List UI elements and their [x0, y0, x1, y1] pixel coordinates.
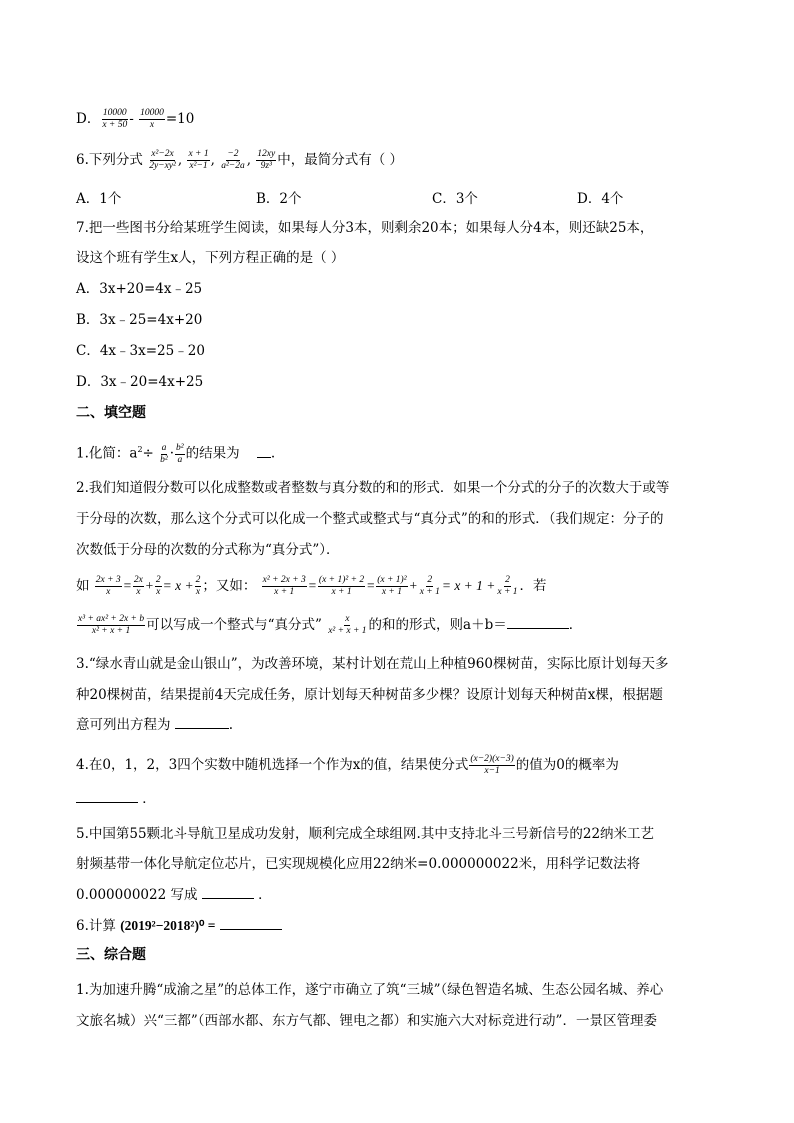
- fraction: $\frac{a}{\text{b²}}$: [160, 442, 168, 465]
- fill2-line-3: 次数低于分母的次数的分式称为“真分式”）．: [76, 542, 340, 558]
- question-6: 6.下列分式 $\frac{\text{x²−2x}}{\text{2y−xy²}}$ , $\frac{x + 1}{\text{x²−1}}$ , $\frac{-2}{\text{a²−2a}}$ , $\frac{12xy}{\text{9z³}}$ 中，最简分式有（ ）: [76, 149, 404, 171]
- fill3-line-3: 意可列出方程为 .: [76, 717, 234, 733]
- fraction: $\frac{10000}{x}$: [140, 108, 164, 130]
- answer-blank[interactable]: [257, 445, 271, 458]
- q6-option-a: A．1个: [76, 191, 122, 207]
- fraction: $\frac{\text{b²}}{a}$: [176, 442, 184, 465]
- q6-option-c: C．3个: [432, 191, 478, 207]
- fill5-line-1: 5.中国第55颗北斗导航卫星成功发射，顺利完成全球组网.其中支持北斗三号新信号的22纳米工艺: [76, 826, 655, 842]
- fill2-example-line: 如 $\frac{2x + 3}{x}$ = $\frac{2x}{x}$ + $\frac{2}{x}$ = x + $\frac{2}{x}$ ；又如： $\frac{\text{x² + 2x + 3}}{x + 1}$ = $\frac{\text{(x + 1)² + 2}}{x + 1}$ = $\frac{\text{(x + 1)²}}{x + 1}$ + $\frac{2}{x + 1}$ = x + 1 + $\frac{2}{x + 1}$ ．若: [76, 575, 547, 597]
- fill-question-1: 1.化简：$a^2\div$ $\frac{a}{\text{b²}}$ · $\frac{\text{b²}}{a}$ 的结果为 .: [76, 442, 276, 465]
- q7-line-2: 设这个班有学生x人，下列方程正确的是（ ）: [76, 250, 345, 266]
- q7-line-1: 7.把一些图书分给某班学生阅读，如果每人分3本，则剩余20本；如果每人分4本，则还缺25本，: [76, 220, 654, 236]
- q7-option-c: C．4x﹣3x=25﹣20: [76, 343, 205, 359]
- q7-option-b: B．3x﹣25=4x+20: [76, 312, 203, 328]
- fraction: $\frac{\text{(x + 1)² + 2}}{x + 1}$: [318, 575, 365, 597]
- fraction: $\frac{2}{x + 1}$: [497, 575, 518, 597]
- fraction: $\frac{x}{\text{x² + x + 1}}$: [328, 614, 367, 636]
- fraction: $\frac{\text{x² + 2x + 3}}{x + 1}$: [262, 575, 306, 597]
- fraction: $\frac{\text{x²−2x}}{\text{2y−xy²}}$: [149, 149, 176, 171]
- answer-blank[interactable]: [202, 886, 254, 899]
- fraction: $\frac{2}{x}$: [155, 575, 161, 597]
- answer-blank[interactable]: [175, 716, 229, 729]
- fraction: $\frac{-2}{\text{a²−2a}}$: [221, 149, 245, 171]
- comp1-line-2: 文旅名城）兴“三都”（西部水都、东方气都、锂电之都）和实施六大对标竞进行动”．一景区管理委: [76, 1013, 657, 1029]
- fraction: $\frac{2x}{x}$: [133, 575, 143, 597]
- q6-option-b: B．2个: [256, 191, 302, 207]
- fill4-answer-line: ．: [76, 790, 156, 808]
- fraction: $\frac{10000}{x + 50}$: [102, 108, 128, 130]
- answer-blank[interactable]: [507, 616, 569, 629]
- fraction: $\frac{\text{x³ + ax² + 2x + b}}{\text{x² + x + 1}}$: [78, 614, 145, 636]
- answer-blank[interactable]: [220, 917, 282, 930]
- fill2-line-1: 2.我们知道假分数可以化成整数或者整数与真分数的和的形式．如果一个分式的分子的次数大于或等: [76, 480, 670, 496]
- fraction: $\frac{\text{(x + 1)²}}{x + 1}$: [377, 575, 407, 597]
- fraction: $\frac{2x + 3}{x}$: [95, 575, 121, 597]
- fill3-line-2: 种20棵树苗，结果提前4天完成任务，原计划每天种树苗多少棵？设原计划每天种树苗x棵，根据题: [76, 687, 663, 703]
- fill5-line-3: 0.000000022 写成 ．: [76, 887, 272, 903]
- q6-option-d: D．4个: [577, 191, 624, 207]
- section-heading-comprehensive: 三、综合题: [76, 947, 146, 963]
- fill3-line-1: 3.“绿水青山就是金山银山”，为改善环境，某村计划在荒山上种植960棵树苗，实际比原计划每天多: [76, 656, 669, 672]
- q5-option-d: D． $\frac{10000}{x + 50}$ - $\frac{10000}{x}$ =10: [76, 108, 195, 130]
- fraction: $\frac{12xy}{\text{9z³}}$: [257, 149, 276, 171]
- fraction: $\frac{2}{x}$: [195, 575, 201, 597]
- fill-question-6: 6.计算 (2019²−2018²)⁰ =: [76, 917, 282, 935]
- fill2-question-line: $\frac{\text{x³ + ax² + 2x + b}}{\text{x² + x + 1}}$ 可以写成一个整式与“真分式” $\frac{x}{\text{x² + x + 1}}$ 的和的形式，则a＋b＝ ．: [78, 614, 583, 636]
- fraction: $\frac{(x-2)(x-3)}{x-1}$: [470, 754, 514, 776]
- comp1-line-1: 1.为加速升腾“成渝之星”的总体工作，遂宁市确立了筑“三城”（绿色智造名城、生态公园名城、养心: [76, 982, 664, 998]
- q7-option-d: D．3x﹣20=4x+25: [76, 374, 204, 390]
- option-label: D．: [76, 111, 101, 127]
- answer-blank[interactable]: [76, 790, 138, 803]
- fill2-line-2: 于分母的次数，那么这个分式可以化成一个整式或整式与“真分式”的和的形式．（我们规定：分子的: [76, 511, 664, 527]
- fill-question-4: 4.在0，1，2，3四个实数中随机选择一个作为x的值，结果使分式 $\frac{(x-2)(x-3)}{x-1}$ 的值为0的概率为: [76, 754, 619, 776]
- q7-option-a: A．3x+20=4x﹣25: [76, 281, 203, 297]
- fill5-line-2: 射频基带一体化导航定位芯片，已实现规模化应用22纳米=0.000000022米，用科学记数法将: [76, 856, 641, 872]
- section-heading-fill-in: 二、填空题: [76, 405, 146, 421]
- fraction: $\frac{2}{x + 1}$: [419, 575, 440, 597]
- fraction: $\frac{x + 1}{\text{x²−1}}$: [188, 149, 209, 171]
